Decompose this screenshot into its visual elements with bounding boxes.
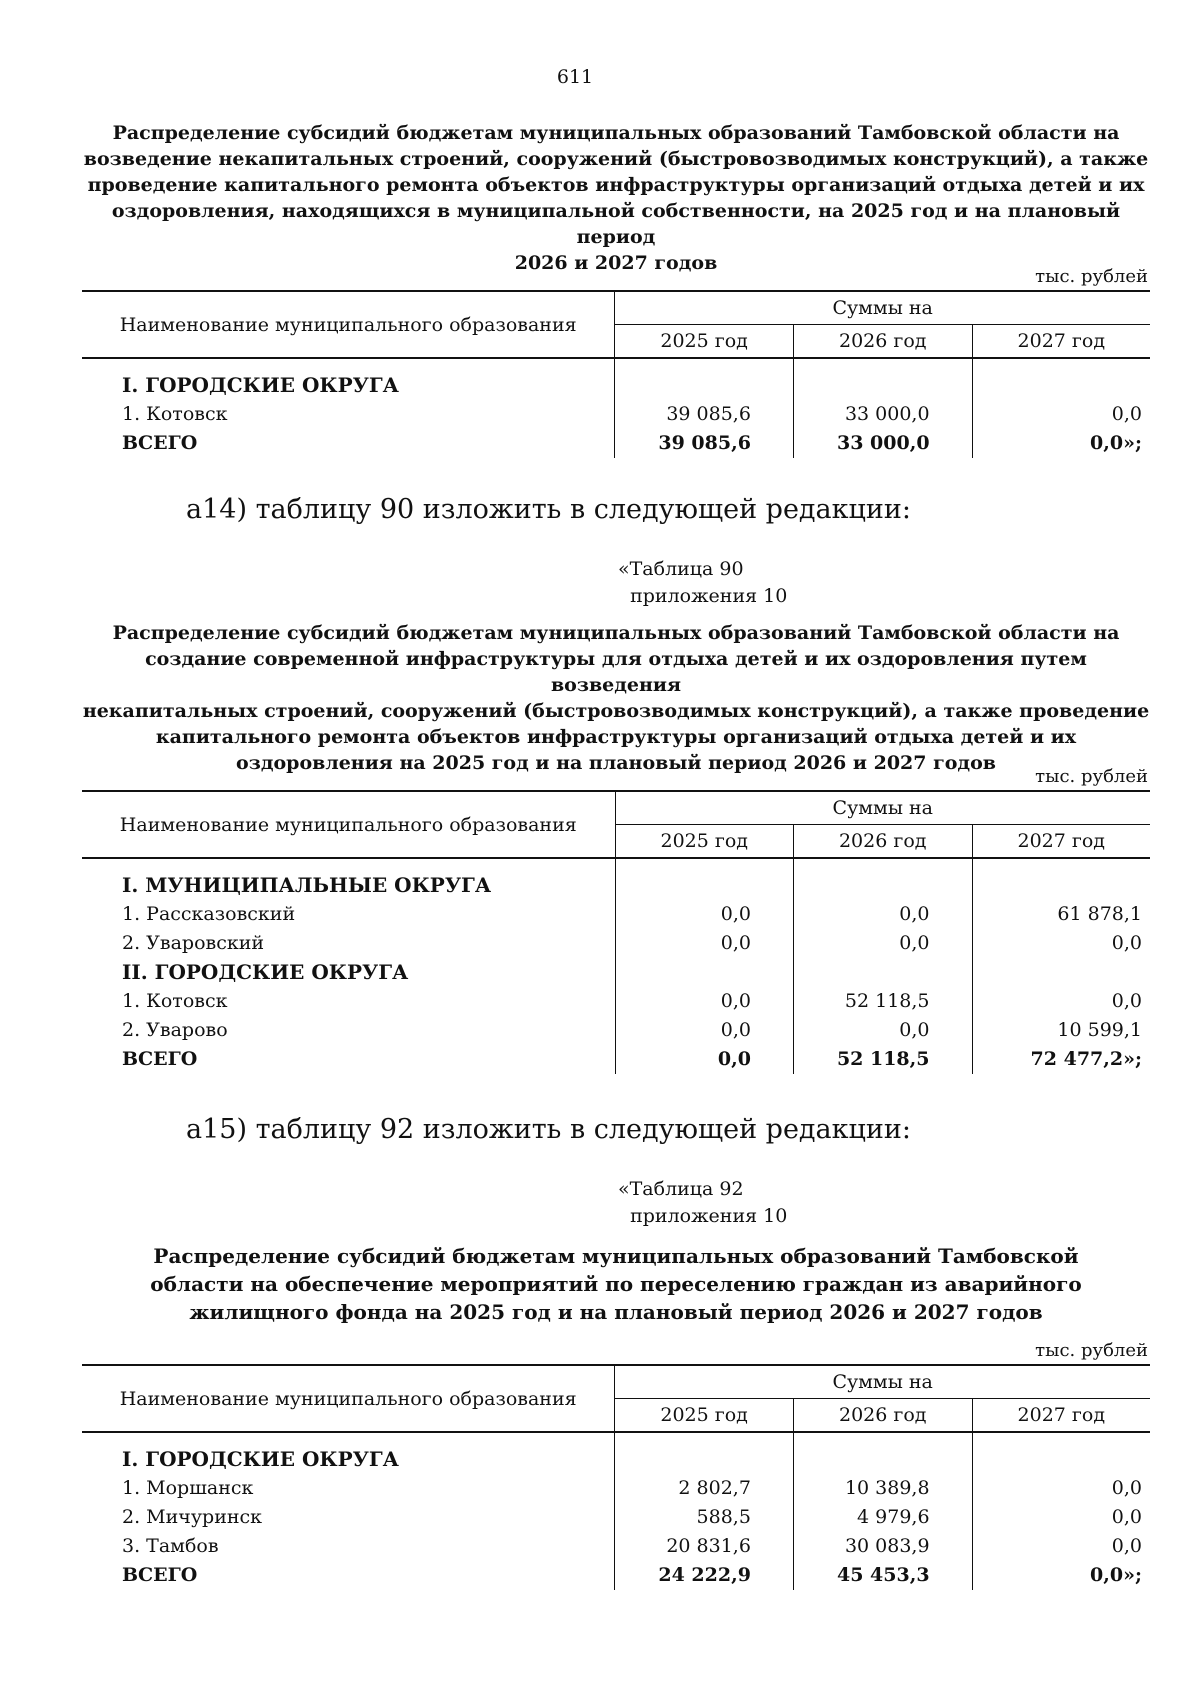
header-sums: Суммы на bbox=[615, 291, 1150, 325]
total-2025: 0,0 bbox=[615, 1045, 793, 1074]
header-year-2026: 2026 год bbox=[793, 1399, 972, 1433]
row-name: 1. Рассказовский bbox=[122, 903, 296, 925]
total-label: ВСЕГО bbox=[122, 432, 198, 454]
table3 bbox=[82, 1364, 1150, 1590]
instruction-a15: а15) таблицу 92 изложить в следующей редакции: bbox=[186, 1114, 911, 1145]
table-row bbox=[82, 1532, 1150, 1561]
row-value-2025: 0,0 bbox=[615, 987, 793, 1016]
total-label: ВСЕГО bbox=[122, 1564, 198, 1586]
table-row bbox=[82, 987, 1150, 1016]
header-name: Наименование муниципального образования bbox=[82, 291, 615, 358]
row-value-2025: 39 085,6 bbox=[615, 400, 794, 429]
table2-unit: тыс. рублей bbox=[1035, 766, 1148, 787]
row-value-2025: 20 831,6 bbox=[615, 1532, 794, 1561]
header-year-2027: 2027 год bbox=[972, 825, 1150, 859]
total-row bbox=[82, 1561, 1150, 1590]
row-value-2027: 0,0 bbox=[972, 987, 1150, 1016]
table-row bbox=[82, 900, 1150, 929]
table2-title: Распределение субсидий бюджетам муниципальных образований Тамбовской области на создание современной инфраструктуры для отдыха детей и их оздоровления путем возведения некапитальных строений, сооружений (быстровозводимых конструкций), а также проведение капитального ремонта объектов инфраструктуры организаций отдыха детей и их оздоровления на 2025 год и на плановый период 2026 и 2027 годов bbox=[82, 622, 1150, 774]
header-year-2027: 2027 год bbox=[972, 325, 1150, 359]
table3-title: Распределение субсидий бюджетам муниципальных образований Тамбовской области на обеспечение мероприятий по переселению граждан из аварийного жилищного фонда на 2025 год и на плановый период 2026 и 2027 годов bbox=[150, 1244, 1082, 1324]
header-year-2026: 2026 год bbox=[793, 825, 972, 859]
total-2027: 0,0»; bbox=[972, 1561, 1150, 1590]
row-name: 1. Котовск bbox=[122, 990, 228, 1012]
section-row bbox=[82, 371, 1150, 400]
header-year-2027: 2027 год bbox=[972, 1399, 1150, 1433]
row-name: 1. Моршанск bbox=[122, 1477, 254, 1499]
header-year-2025: 2025 год bbox=[615, 825, 793, 859]
table-row bbox=[82, 400, 1150, 429]
header-year-2026: 2026 год bbox=[793, 325, 972, 359]
section-row bbox=[82, 1445, 1150, 1474]
header-name: Наименование муниципального образования bbox=[82, 1365, 615, 1432]
section-row bbox=[82, 871, 1150, 900]
header-year-2025: 2025 год bbox=[615, 325, 794, 359]
table1 bbox=[82, 290, 1150, 458]
table-row bbox=[82, 1474, 1150, 1503]
header-year-2025: 2025 год bbox=[615, 1399, 794, 1433]
row-value-2026: 10 389,8 bbox=[793, 1474, 972, 1503]
total-2027: 0,0»; bbox=[972, 429, 1150, 458]
total-row bbox=[82, 429, 1150, 458]
row-value-2025: 588,5 bbox=[615, 1503, 794, 1532]
instruction-a14: а14) таблицу 90 изложить в следующей редакции: bbox=[186, 494, 911, 525]
table-row bbox=[82, 1503, 1150, 1532]
table3-unit: тыс. рублей bbox=[1035, 1340, 1148, 1361]
table-row bbox=[82, 1016, 1150, 1045]
row-name: 1. Котовск bbox=[122, 403, 228, 425]
table1-unit: тыс. рублей bbox=[1035, 266, 1148, 287]
row-value-2027: 0,0 bbox=[972, 1474, 1150, 1503]
total-2026: 33 000,0 bbox=[793, 429, 972, 458]
row-name: 2. Мичуринск bbox=[122, 1506, 263, 1528]
table2 bbox=[82, 790, 1150, 1074]
table92-reference: «Таблица 92 приложения 10 bbox=[618, 1178, 788, 1227]
row-value-2026: 33 000,0 bbox=[793, 400, 972, 429]
page-number: 611 bbox=[556, 66, 594, 88]
row-value-2025: 2 802,7 bbox=[615, 1474, 794, 1503]
total-label: ВСЕГО bbox=[122, 1048, 198, 1070]
row-value-2027: 0,0 bbox=[972, 1532, 1150, 1561]
table-row bbox=[82, 929, 1150, 958]
row-value-2027: 0,0 bbox=[972, 1503, 1150, 1532]
section-label: I. ГОРОДСКИЕ ОКРУГА bbox=[122, 373, 399, 397]
row-value-2026: 4 979,6 bbox=[793, 1503, 972, 1532]
row-value-2025: 0,0 bbox=[615, 929, 793, 958]
section-label: II. ГОРОДСКИЕ ОКРУГА bbox=[122, 960, 409, 984]
section-label: I. МУНИЦИПАЛЬНЫЕ ОКРУГА bbox=[122, 873, 492, 897]
header-sums: Суммы на bbox=[615, 1365, 1150, 1399]
row-value-2026: 0,0 bbox=[793, 1016, 972, 1045]
total-2027: 72 477,2»; bbox=[972, 1045, 1150, 1074]
table90-reference: «Таблица 90 приложения 10 bbox=[618, 558, 788, 607]
row-value-2027: 10 599,1 bbox=[972, 1016, 1150, 1045]
row-name: 2. Уварово bbox=[122, 1019, 228, 1041]
total-row bbox=[82, 1045, 1150, 1074]
row-name: 2. Уваровский bbox=[122, 932, 265, 954]
row-value-2026: 52 118,5 bbox=[793, 987, 972, 1016]
total-2025: 24 222,9 bbox=[615, 1561, 794, 1590]
section-row bbox=[82, 958, 1150, 987]
header-sums: Суммы на bbox=[615, 791, 1150, 825]
row-value-2025: 0,0 bbox=[615, 1016, 793, 1045]
total-2026: 52 118,5 bbox=[793, 1045, 972, 1074]
table1-title: Распределение субсидий бюджетам муниципальных образований Тамбовской области на возведение некапитальных строений, сооружений (быстровозводимых конструкций), а также проведение капитального ремонта объектов инфраструктуры организаций отдыха детей и их оздоровления, находящихся в муниципальной собственности, на 2025 год и на плановый период 2026 и 2027 годов bbox=[83, 122, 1149, 274]
total-2026: 45 453,3 bbox=[793, 1561, 972, 1590]
section-label: I. ГОРОДСКИЕ ОКРУГА bbox=[122, 1447, 399, 1471]
row-value-2026: 0,0 bbox=[793, 900, 972, 929]
row-value-2027: 61 878,1 bbox=[972, 900, 1150, 929]
total-2025: 39 085,6 bbox=[615, 429, 794, 458]
row-value-2025: 0,0 bbox=[615, 900, 793, 929]
row-value-2026: 30 083,9 bbox=[793, 1532, 972, 1561]
row-value-2027: 0,0 bbox=[972, 929, 1150, 958]
row-name: 3. Тамбов bbox=[122, 1535, 219, 1557]
row-value-2026: 0,0 bbox=[793, 929, 972, 958]
row-value-2027: 0,0 bbox=[972, 400, 1150, 429]
header-name: Наименование муниципального образования bbox=[82, 791, 615, 858]
